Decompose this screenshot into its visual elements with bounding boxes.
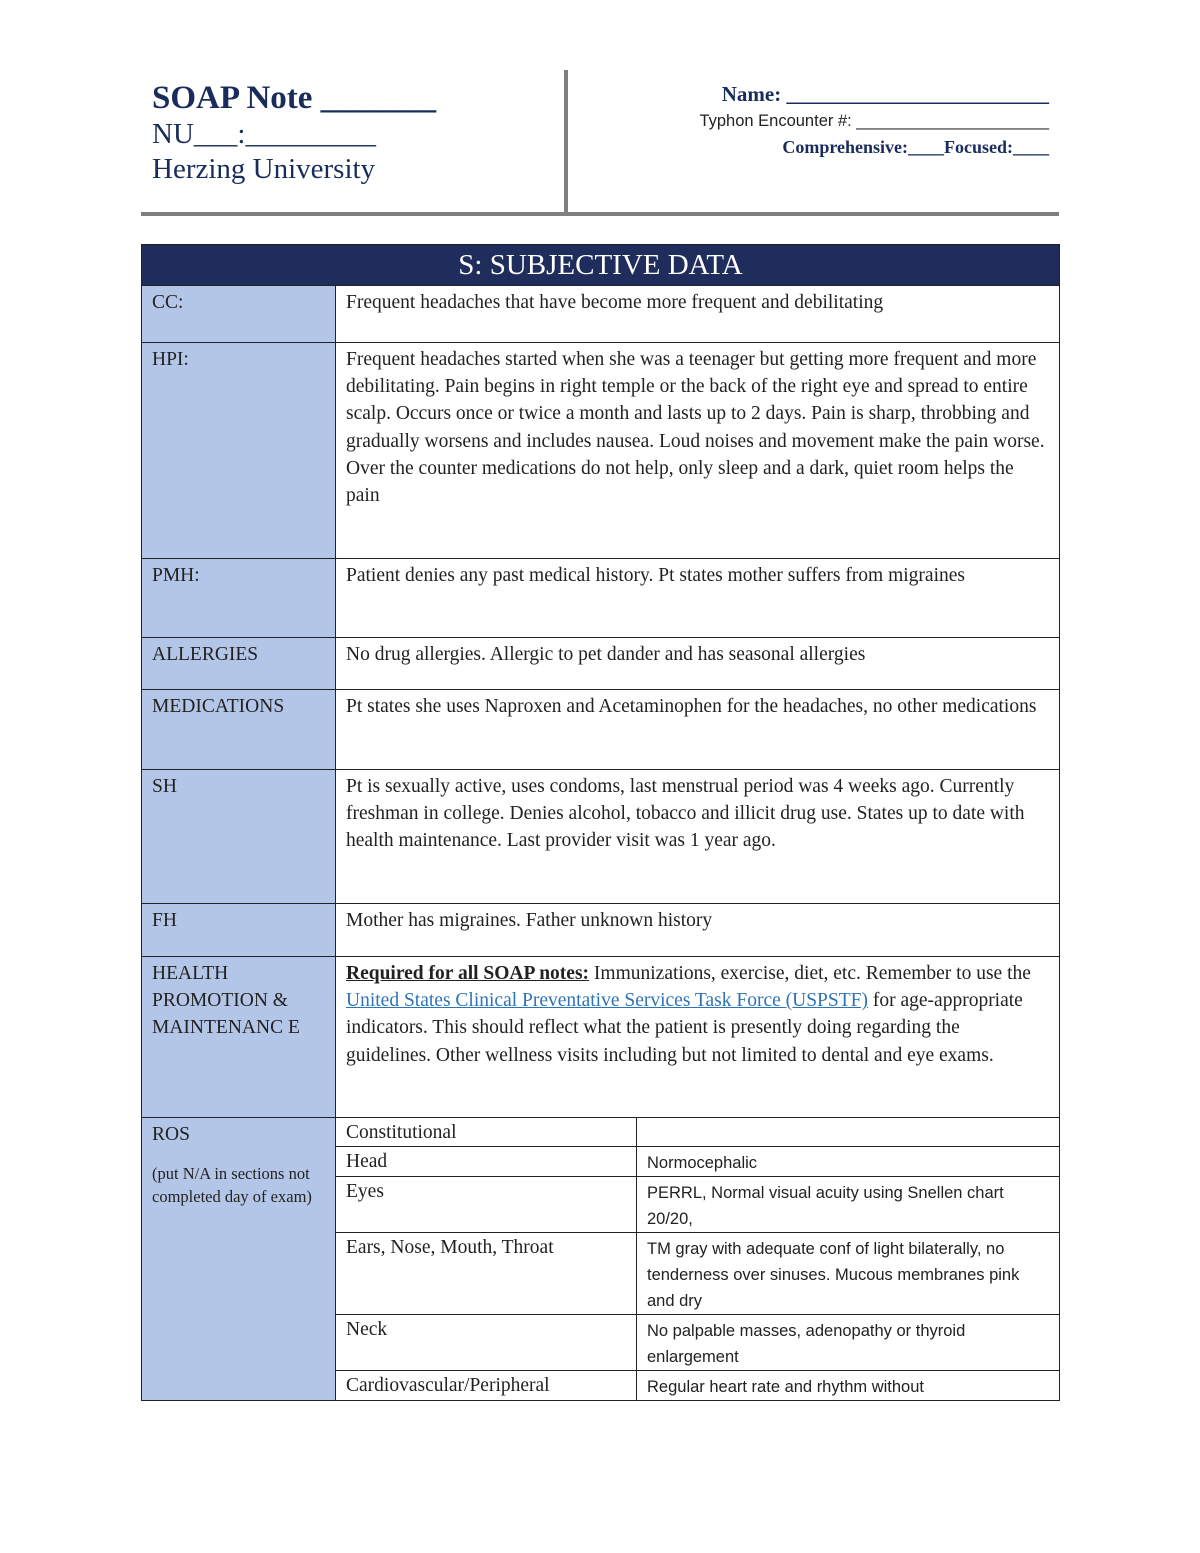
section-header-row — [142, 245, 1060, 286]
row-value-allergies[interactable]: No drug allergies. Allergic to pet dander and has seasonal allergies — [336, 638, 1060, 690]
ros-row — [336, 1371, 1059, 1401]
ros-finding[interactable]: PERRL, Normal visual acuity using Snellen chart 20/20, — [637, 1177, 1060, 1233]
ros-system: Cardiovascular/Peripheral — [336, 1371, 637, 1401]
row-label-cc: CC: — [142, 286, 336, 343]
row-label-ros — [142, 1118, 336, 1401]
name-field[interactable]: Name: _________________________ — [721, 82, 1049, 106]
course-number: NU___:_________ — [152, 118, 376, 150]
university-name: Herzing University — [152, 153, 376, 185]
comprehensive-blank[interactable]: ____ — [908, 137, 944, 157]
header-divider-horizontal — [141, 212, 1059, 216]
required-note: Required for all SOAP notes: — [346, 963, 590, 984]
focused-label: Focused: — [944, 137, 1013, 157]
subjective-table — [141, 244, 1060, 1401]
table-row — [142, 957, 1060, 1118]
ros-row — [336, 1118, 1059, 1147]
row-value-fh[interactable]: Mother has migraines. Father unknown history — [336, 904, 1060, 957]
row-value-health-promotion[interactable] — [336, 957, 1060, 1118]
ros-row — [336, 1315, 1059, 1371]
header-right — [600, 80, 1049, 160]
uspstf-link[interactable]: United States Clinical Preventative Services Task Force (USPSTF) — [346, 990, 868, 1012]
document-title: SOAP Note _______ — [152, 80, 437, 116]
row-value-medications[interactable]: Pt states she uses Naproxen and Acetaminophen for the headaches, no other medications — [336, 690, 1060, 770]
row-label-allergies: ALLERGIES — [142, 638, 336, 690]
section-title: S: SUBJECTIVE DATA — [142, 245, 1060, 286]
ros-system: Head — [336, 1147, 637, 1177]
ros-system: Ears, Nose, Mouth, Throat — [336, 1233, 637, 1315]
ros-label: ROS — [152, 1124, 190, 1145]
ros-finding[interactable] — [637, 1118, 1060, 1147]
row-label-pmh: PMH: — [142, 559, 336, 638]
typhon-encounter-field[interactable]: Typhon Encounter #: _____________________ — [699, 112, 1049, 130]
ros-row — [336, 1177, 1059, 1233]
table-row — [142, 559, 1060, 638]
health-text-1: Immunizations, exercise, diet, etc. Remember to use the — [589, 963, 1031, 984]
table-row — [142, 1118, 1060, 1401]
header-divider-vertical — [564, 70, 568, 215]
ros-cell — [336, 1118, 1060, 1401]
ros-finding[interactable]: Normocephalic — [637, 1147, 1060, 1177]
ros-finding[interactable]: TM gray with adequate conf of light bilaterally, no tenderness over sinuses. Mucous membranes pink and dry — [637, 1233, 1060, 1315]
row-label-sh: SH — [142, 770, 336, 904]
ros-row — [336, 1233, 1059, 1315]
table-row — [142, 770, 1060, 904]
ros-finding[interactable]: Regular heart rate and rhythm without — [647, 1378, 924, 1396]
ros-row — [336, 1147, 1059, 1177]
table-row — [142, 690, 1060, 770]
ros-finding[interactable]: No palpable masses, adenopathy or thyroid enlargement — [637, 1315, 1060, 1371]
ros-system: Neck — [336, 1315, 637, 1371]
table-row — [142, 638, 1060, 690]
ros-table — [336, 1118, 1059, 1400]
comprehensive-label: Comprehensive: — [782, 137, 908, 157]
table-row — [142, 286, 1060, 343]
row-value-hpi[interactable]: Frequent headaches started when she was a teenager but getting more frequent and more debilitating. Pain begins in right temple or the back of the right eye and spread to entire scalp. Occurs once or twice a month and lasts up to 2 days. Pain is sharp, throbbing and gradually worsens and includes nausea. Loud noises and movement make the pain worse. Over the counter medications do not help, only sleep and a dark, quiet room helps the pain — [336, 343, 1060, 559]
header-left — [152, 78, 552, 186]
focused-blank[interactable]: ____ — [1013, 137, 1049, 157]
table-row — [142, 904, 1060, 957]
row-label-hpi: HPI: — [142, 343, 336, 559]
exam-type-field — [600, 134, 1049, 160]
row-label-fh: FH — [142, 904, 336, 957]
row-label-health-promotion: HEALTH PROMOTION & MAINTENANC E — [142, 957, 336, 1118]
health-text-2: for age-appropriate indicators. This should reflect what the patient is presently doing regarding the guidelines. Other wellness visits including but not limited to dental and eye exams. — [346, 990, 1023, 1066]
row-value-sh[interactable]: Pt is sexually active, uses condoms, last menstrual period was 4 weeks ago. Currently freshman in college. Denies alcohol, tobacco and illicit drug use. States up to date with health maintenance. Last provider visit was 1 year ago. — [336, 770, 1060, 904]
ros-note: (put N/A in sections not completed day of exam) — [152, 1164, 312, 1206]
ros-system: Eyes — [336, 1177, 637, 1233]
row-value-cc[interactable]: Frequent headaches that have become more frequent and debilitating — [336, 286, 1060, 343]
row-value-pmh[interactable]: Patient denies any past medical history. Pt states mother suffers from migraines — [336, 559, 1060, 638]
ros-system: Constitutional — [336, 1118, 637, 1147]
table-row — [142, 343, 1060, 559]
row-label-medications: MEDICATIONS — [142, 690, 336, 770]
